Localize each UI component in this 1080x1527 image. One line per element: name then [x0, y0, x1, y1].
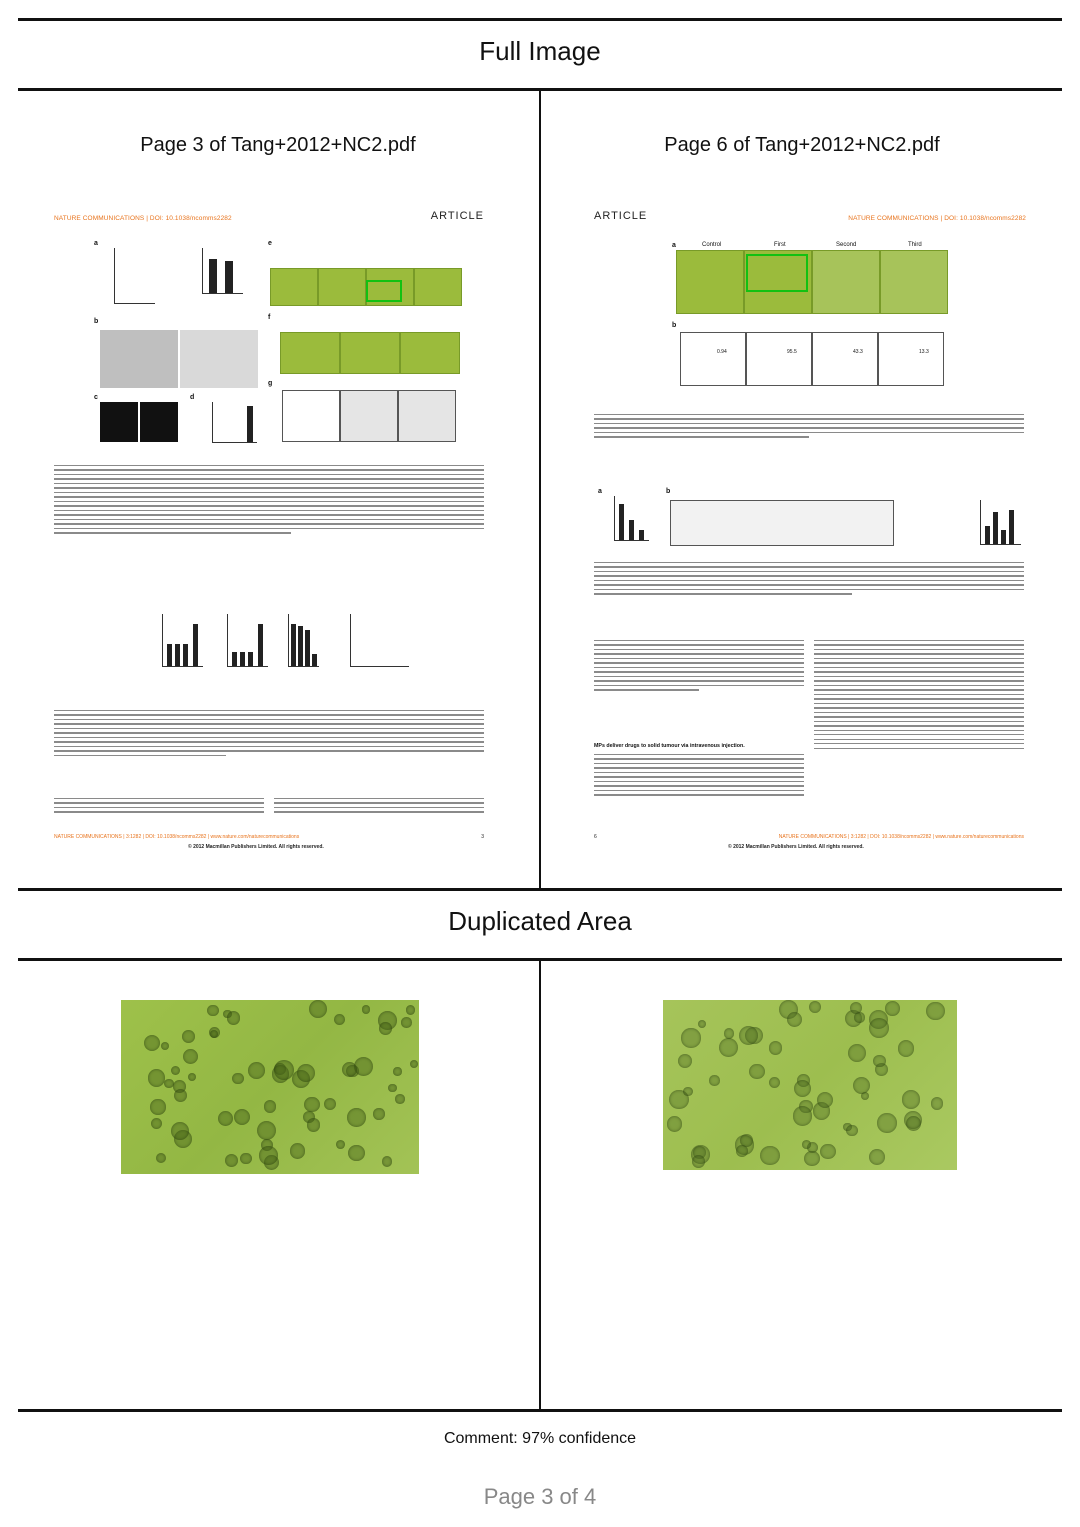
panel-b-sds-em — [180, 330, 258, 388]
fig2b-plot — [288, 614, 319, 667]
right-page-thumbnail — [592, 210, 1028, 858]
fig5b-label: b — [672, 322, 677, 329]
cell-blob — [931, 1097, 943, 1109]
cell-blob — [307, 1118, 320, 1131]
left-article-label: ARTICLE — [430, 210, 484, 222]
fig2a-plot1 — [162, 614, 203, 667]
bottom-rule — [18, 1409, 1062, 1412]
cell-blob — [188, 1073, 196, 1081]
cell-blob — [264, 1100, 276, 1112]
panel-d-bars — [212, 402, 257, 443]
right-page-footer: NATURE COMMUNICATIONS | 3:1282 | DOI: 10.1038/ncomms2282 | www.nature.com/naturecommunications — [778, 834, 1024, 840]
cell-blob — [401, 1017, 412, 1028]
fig5b-hist-second — [812, 332, 878, 386]
fig5a-label: a — [672, 242, 676, 249]
fig5a-second — [812, 250, 880, 314]
cell-blob — [877, 1113, 896, 1132]
cell-blob — [290, 1143, 306, 1159]
fig5b-hist-first — [746, 332, 812, 386]
comment-text: Comment: 97% confidence — [443, 1430, 637, 1447]
figure2-caption-block — [54, 710, 484, 759]
fig6a-label: a — [598, 488, 602, 495]
fig5a-control — [676, 250, 744, 314]
cell-blob — [183, 1049, 198, 1064]
cell-blob — [342, 1062, 357, 1077]
fig2c-plot — [350, 614, 409, 667]
cell-blob — [393, 1067, 401, 1075]
cell-blob — [739, 1026, 758, 1045]
cell-blob — [207, 1005, 219, 1017]
cell-blob — [395, 1094, 404, 1103]
left-page-footer: NATURE COMMUNICATIONS | 3:1282 | DOI: 10.1038/ncomms2282 | www.nature.com/naturecommunications — [54, 834, 300, 840]
cell-blob — [848, 1044, 866, 1062]
cell-blob — [324, 1098, 336, 1110]
cell-blob — [719, 1038, 738, 1057]
duplicated-crop-right — [663, 1000, 957, 1170]
cell-blob — [885, 1001, 900, 1016]
panel-a-scatter — [114, 248, 155, 304]
cell-blob — [382, 1156, 393, 1167]
full-image-title: Full Image — [479, 36, 601, 66]
right-page-body-col2 — [814, 640, 1024, 752]
cell-blob — [793, 1106, 813, 1126]
panel-a-bars — [202, 248, 243, 294]
fig2a-plot2 — [227, 614, 268, 667]
cell-blob — [354, 1057, 373, 1076]
cell-blob — [259, 1146, 277, 1164]
cell-blob — [760, 1146, 779, 1165]
right-page-number: 6 — [594, 834, 597, 840]
left-page-number: 3 — [481, 834, 484, 840]
cell-blob — [749, 1064, 765, 1080]
cell-blob — [171, 1122, 189, 1140]
cell-blob — [804, 1151, 819, 1166]
cell-blob — [809, 1001, 821, 1013]
panel-f-label: f — [268, 314, 271, 321]
cell-blob — [210, 1030, 218, 1038]
cell-blob — [161, 1042, 169, 1050]
left-journal-header: NATURE COMMUNICATIONS | DOI: 10.1038/ncomms2282 — [54, 215, 232, 222]
figure6-caption-block — [594, 562, 1024, 598]
cell-blob — [151, 1118, 162, 1129]
right-section-heading: MPs deliver drugs to solid tumour via intravenous injection. — [594, 743, 745, 749]
cell-blob — [846, 1125, 857, 1136]
fig5a-control-label: Control — [702, 242, 722, 248]
top-rule — [18, 18, 1062, 21]
cell-blob — [667, 1116, 682, 1131]
cell-blob — [724, 1028, 735, 1039]
duplicate-highlight-left — [366, 280, 402, 302]
cell-blob — [174, 1089, 187, 1102]
fig5b-hist-control — [680, 332, 746, 386]
panel-g-first-day — [340, 390, 398, 442]
fig5b-hist-third — [878, 332, 944, 386]
page-indicator: Page 3 of 4 — [483, 1484, 597, 1509]
panel-e-label: e — [268, 240, 272, 247]
cell-blob — [926, 1002, 944, 1020]
cell-blob — [736, 1145, 748, 1157]
cell-blob — [297, 1064, 315, 1082]
fig6b-bars — [980, 500, 1021, 545]
left-page-body-col2 — [274, 798, 484, 816]
figure1-caption-block — [54, 465, 484, 537]
cell-blob — [388, 1084, 396, 1092]
cell-blob — [182, 1030, 195, 1043]
panel-f-control — [280, 332, 340, 374]
duplicated-area-title: Duplicated Area — [448, 906, 632, 936]
cell-blob — [869, 1149, 885, 1165]
duplicate-highlight-right — [746, 254, 808, 292]
panel-f-fresh — [340, 332, 400, 374]
panel-b-label: b — [94, 318, 99, 325]
cell-blob — [406, 1005, 415, 1014]
panel-c-label: c — [94, 394, 98, 401]
right-page-body-col1 — [594, 640, 804, 694]
cell-blob — [164, 1079, 173, 1088]
panel-e-mtxmp-48h — [414, 268, 462, 306]
cell-blob — [709, 1075, 719, 1085]
cell-blob — [692, 1155, 705, 1168]
fig5b-value-first: 95.5 — [787, 349, 797, 355]
cell-blob — [869, 1018, 889, 1038]
cell-blob — [336, 1140, 345, 1149]
cell-blob — [347, 1108, 366, 1127]
fig6b-flow-panels — [670, 500, 894, 546]
cell-blob — [304, 1097, 320, 1113]
panel-g-seventh-day — [398, 390, 456, 442]
cell-blob — [820, 1144, 835, 1159]
cell-blob — [334, 1014, 345, 1025]
fig5a-first-label: First — [774, 242, 786, 248]
right-journal-header: NATURE COMMUNICATIONS | DOI: 10.1038/ncomms2282 — [848, 215, 1026, 222]
cell-blob — [769, 1041, 782, 1054]
cell-blob — [150, 1099, 165, 1114]
panel-g-label: g — [268, 380, 273, 387]
cell-blob — [248, 1062, 265, 1079]
panel-e-control — [270, 268, 318, 306]
fig5a-third — [880, 250, 948, 314]
cell-blob — [681, 1028, 700, 1047]
cell-blob — [274, 1060, 294, 1080]
fig6a-plot — [614, 496, 649, 541]
cell-blob — [850, 1002, 862, 1014]
cell-blob — [902, 1090, 920, 1108]
cell-blob — [373, 1108, 384, 1119]
fig5a-third-label: Third — [908, 242, 922, 248]
center-divider-bottom — [539, 961, 541, 1410]
panel-a-label: a — [94, 240, 98, 247]
panel-f-stored — [400, 332, 460, 374]
center-divider-top — [539, 91, 541, 888]
right-page-caption: Page 6 of Tang+2012+NC2.pdf — [664, 134, 940, 156]
cell-blob — [898, 1040, 915, 1057]
duplicated-crop-left — [121, 1000, 419, 1174]
fig6b-label: b — [666, 488, 671, 495]
fig5b-value-control: 0.94 — [717, 349, 727, 355]
cell-blob — [348, 1145, 365, 1162]
middle-rule-1 — [18, 888, 1062, 891]
left-page-body-col1 — [54, 798, 264, 816]
right-article-label: ARTICLE — [594, 210, 648, 222]
cell-blob — [232, 1073, 243, 1084]
panel-b-control-em — [100, 330, 178, 388]
fig5b-value-second: 43.3 — [853, 349, 863, 355]
right-page-copyright: © 2012 Macmillan Publishers Limited. All rights reserved. — [728, 844, 864, 850]
fig5b-value-third: 13.3 — [919, 349, 929, 355]
fig5a-second-label: Second — [836, 242, 857, 248]
left-page-copyright: © 2012 Macmillan Publishers Limited. All rights reserved. — [188, 844, 324, 850]
panel-d-label: d — [190, 394, 195, 401]
figure5-caption-block — [594, 414, 1024, 441]
right-page-body-col1b — [594, 754, 804, 799]
left-page-caption: Page 3 of Tang+2012+NC2.pdf — [140, 134, 416, 156]
panel-e-mtx — [318, 268, 366, 306]
panel-c-a2780mp — [140, 402, 178, 442]
cell-blob — [873, 1055, 886, 1068]
cell-blob — [787, 1012, 802, 1027]
cell-blob — [362, 1005, 370, 1013]
panel-c-h22mp — [100, 402, 138, 442]
left-page-thumbnail — [52, 210, 488, 858]
panel-g-control — [282, 390, 340, 442]
